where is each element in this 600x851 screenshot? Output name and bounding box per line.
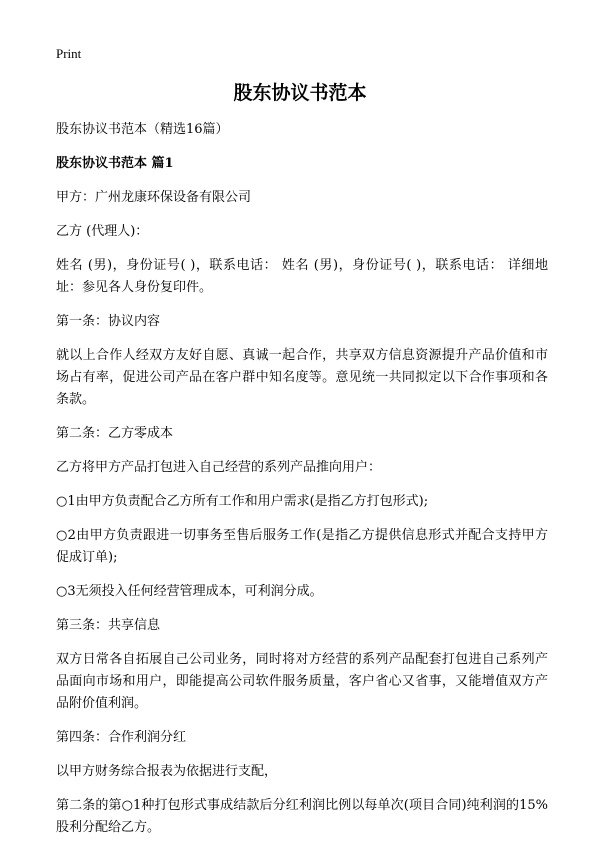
- article-4-text: 以甲方财务综合报表为依据进行支配，: [56, 764, 278, 779]
- article-1-heading: 第一条：协议内容: [56, 314, 161, 329]
- article-2-text: 乙方将甲方产品打包进入自己经营的系列产品推向用户：: [56, 460, 382, 475]
- article-3-text: 双方日常各自拓展自己公司业务，同时将对方经营的系列产品配套打包进自己系列产品面向市场和用户，即能提高公司软件服务质量，客户省心又省事，又能增值双方产品附价值利润。: [56, 652, 548, 711]
- article-2-item-1: ○1由甲方负责配合乙方所有工作和用户需求(是指乙方打包形式);: [56, 494, 429, 509]
- article-4-heading: 第四条：合作利润分红: [56, 730, 187, 745]
- article-2-heading: 第二条：乙方零成本: [56, 426, 174, 441]
- article-1-text: 就以上合作人经双方友好自愿、真诚一起合作，共享双方信息资源提升产品价值和市场占有率，促进公司产品在客户群中知名度等。意见统一共同拟定以下合作事项和各条款。: [56, 348, 548, 407]
- document-title: 股东协议书范本: [233, 82, 367, 104]
- article-2-item-3: ○3无须投入任何经营管理成本，可利润分成。: [56, 584, 323, 599]
- section-heading: 股东协议书范本 篇1: [56, 156, 174, 171]
- article-2-item-2: ○2由甲方负责跟进一切事务至售后服务工作(是指乙方提供信息形式并配合支持甲方促成订单);: [56, 528, 548, 565]
- article-4-detail: 第二条的第○1种打包形式事成结款后分红利润比例以每单次(项目合同)纯利润的15%股利分配给乙方。: [56, 798, 548, 835]
- subtitle: 股东协议书范本（精选16篇）: [56, 122, 229, 137]
- article-3-heading: 第三条：共享信息: [56, 618, 161, 633]
- document-body: [56, 119, 548, 851]
- contact-details: 姓名 (男)，身份证号( )，联系电话： 姓名 (男)，身份证号( )，联系电话： 详细地址：参见各人身份复印件。: [56, 258, 548, 295]
- party-b: 乙方 (代理人)：: [56, 224, 149, 239]
- print-link[interactable]: Print: [56, 46, 82, 61]
- party-a: 甲方：广州龙康环保设备有限公司: [56, 190, 252, 205]
